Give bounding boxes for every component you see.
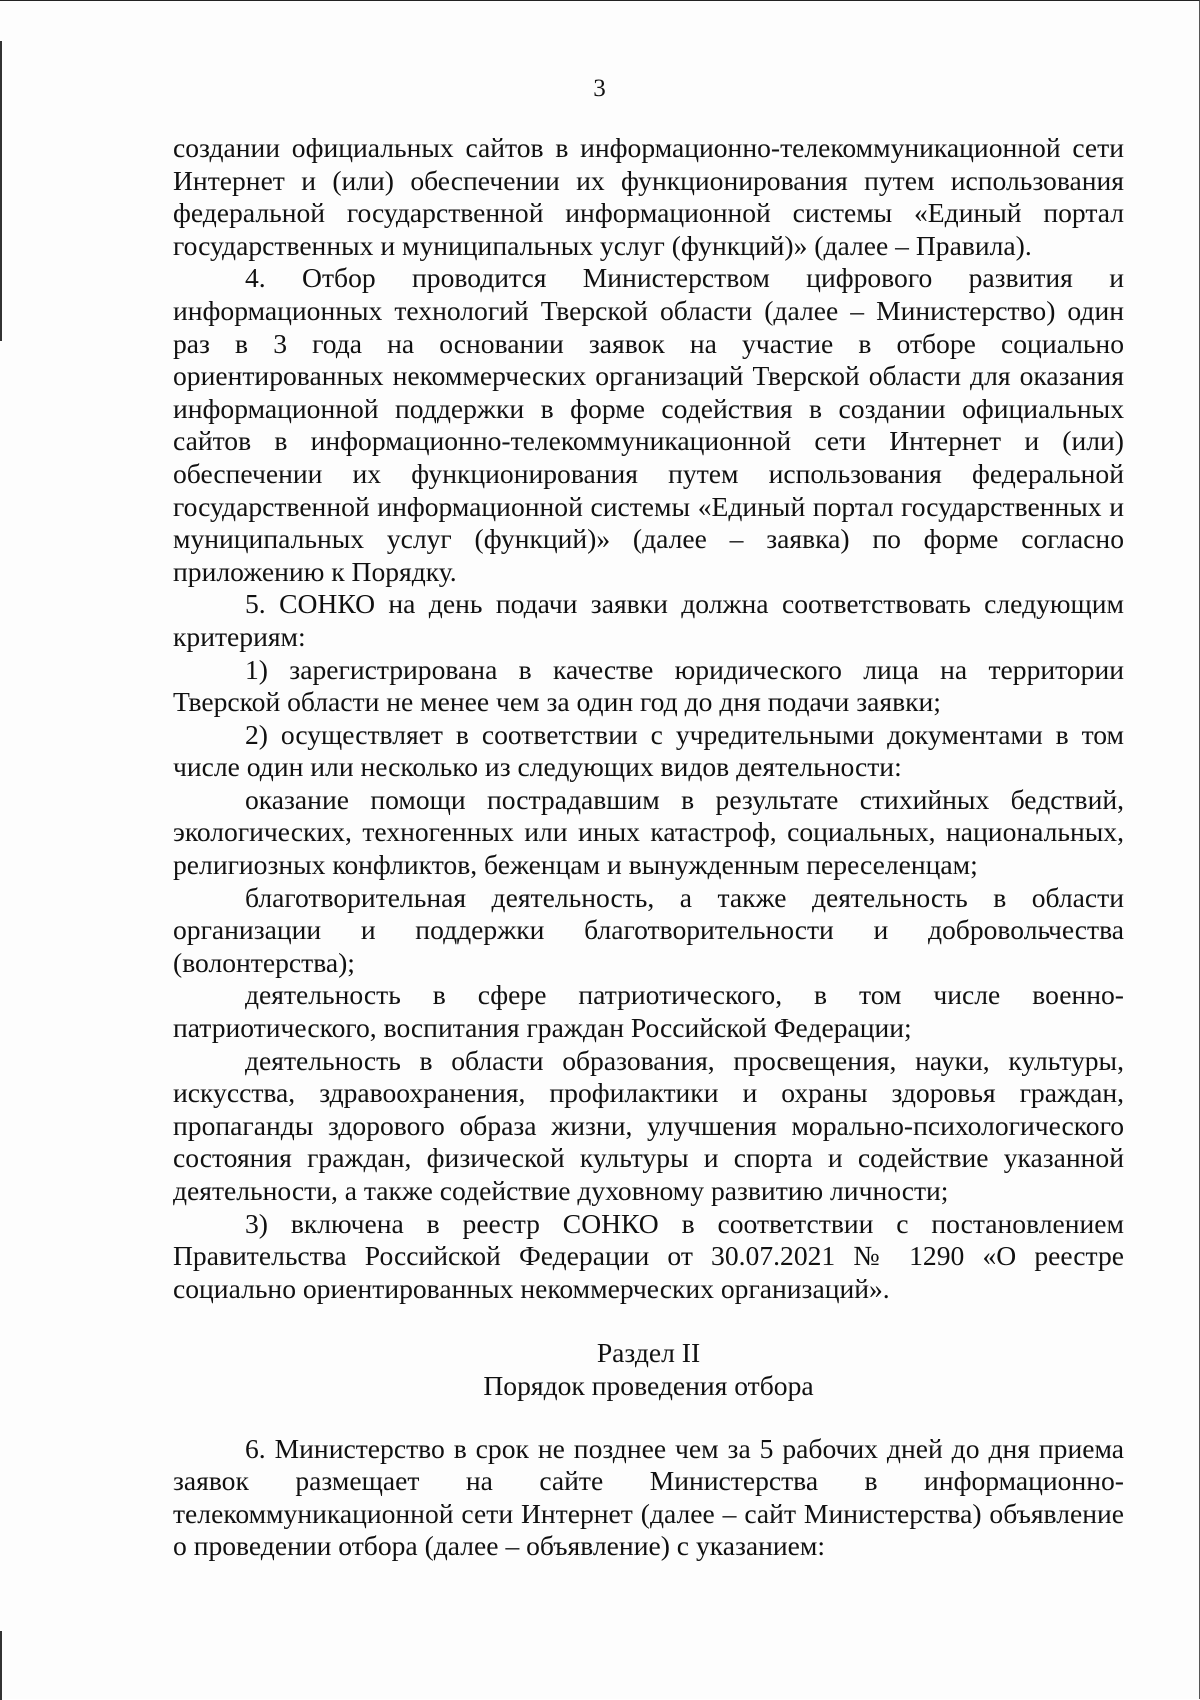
paragraph: благотворительная деятельность, а также деятельность в области организации и поддержки благотворительности и добровольчества (волонтерства); [173, 881, 1124, 978]
paragraph: 3) включена в реестр СОНКО в соответствии с постановлением Правительства Российской Федерации от 30.07.2021 № 1290 «О реестре социально ориентированных некоммерческих организаций». [173, 1207, 1124, 1304]
section-title: Раздел II [596, 1337, 701, 1369]
paragraph: деятельность в сфере патриотического, в том числе военно-патриотического, воспитания граждан Российской Федерации; [173, 979, 1124, 1044]
section-subtitle: Порядок проведения отбора [483, 1369, 814, 1401]
section-heading [173, 1337, 1124, 1402]
paragraph: 5. СОНКО на день подачи заявки должна соответствовать следующим критериям: [173, 588, 1124, 652]
paragraph: создании официальных сайтов в информационно-телекоммуникационной сети Интернет и (или) обеспечении их функционирования путем использования федеральной государственной информационной системы «Единый портал государственных и муниципальных услуг (функций)» (далее – Правила). [173, 132, 1124, 261]
paragraphs-after-section [173, 1433, 1124, 1563]
paragraph: деятельность в области образования, просвещения, науки, культуры, искусства, здравоохранения, профилактики и охраны здоровья граждан, пропаганды здорового образа жизни, улучшения морально-психологического состояния граждан, физической культуры и спорта и содействие указанной деятельности, а также содействие духовному развитию личности; [173, 1044, 1124, 1206]
paragraph: оказание помощи пострадавшим в результате стихийных бедствий, экологических, техногенных или иных катастроф, социальных, национальных, религиозных конфликтов, беженцам и вынужденным переселенцам; [173, 783, 1124, 881]
paragraph: 2) осуществляет в соответствии с учредительными документами в том числе один или несколько из следующих видов деятельности: [173, 718, 1124, 783]
scan-edge-mark [0, 1631, 2, 1700]
paragraph: 4. Отбор проводится Министерством цифрового развития и информационных технологий Тверской области (далее – Министерство) один раз в 3 года на основании заявок на участие в отборе социально ориентированных некоммерческих организаций Тверской области для оказания информационной поддержки в форме содействия в создании официальных сайтов в информационно-телекоммуникационной сети Интернет и (или) обеспечении их функционирования путем использования федеральной государственной информационной системы «Единый портал государственных и муниципальных услуг (функций)» (далее – заявка) по форме согласно приложению к Порядку. [173, 262, 1124, 587]
page-number: 3 [593, 75, 606, 102]
document-body [173, 132, 1124, 1563]
paragraph: 1) зарегистрирована в качестве юридического лица на территории Тверской области не менее чем за один год до дня подачи заявки; [173, 653, 1124, 718]
paragraph: 6. Министерство в срок не позднее чем за 5 рабочих дней до дня приема заявок размещает на сайте Министерства в информационно-телекоммуникационной сети Интернет (далее – сайт Министерства) объявление о проведении отбора (далее – объявление) с указанием: [173, 1432, 1124, 1562]
paragraphs-before-section [173, 132, 1124, 1305]
